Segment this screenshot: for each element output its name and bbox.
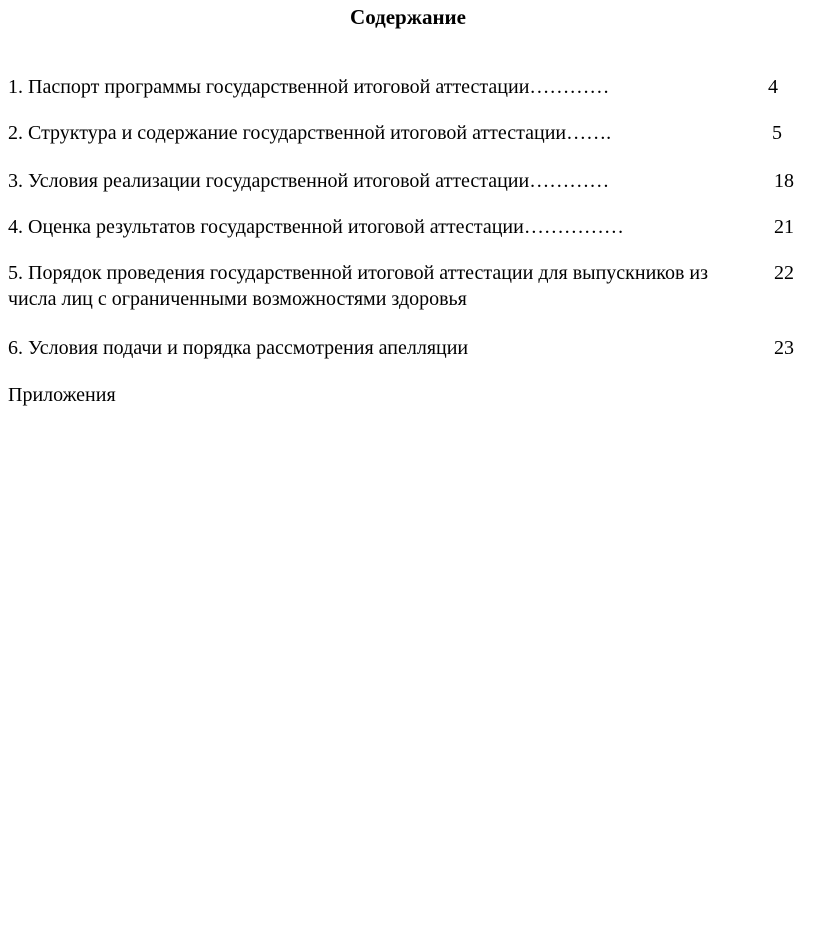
toc-entry-page: 22 (774, 262, 794, 284)
toc-entry-text: 4. Оценка результатов государственной итоговой аттестации…………… (8, 216, 624, 238)
toc-entry-text: 1. Паспорт программы государственной итоговой аттестации………… (8, 76, 610, 98)
toc-entry-text: 2. Структура и содержание государственной итоговой аттестации……. (8, 122, 612, 144)
toc-entry-text: 5. Порядок проведения государственной итоговой аттестации для выпускников из числа лиц с ограниченными возможностями здоровья (8, 262, 709, 310)
toc-entry-page: 18 (774, 170, 794, 192)
toc-entry-page: 23 (774, 337, 794, 359)
toc-entry-text: 6. Условия подачи и порядка рассмотрения апелляции (8, 337, 469, 359)
toc-entry-page: 5 (772, 122, 782, 144)
document-title: Содержание (350, 5, 466, 29)
toc-entry-text: 3. Условия реализации государственной итоговой аттестации………… (8, 170, 610, 192)
toc-entry-page: 4 (768, 76, 778, 98)
appendix-label: Приложения (8, 384, 116, 406)
toc-entry-page: 21 (774, 216, 794, 238)
